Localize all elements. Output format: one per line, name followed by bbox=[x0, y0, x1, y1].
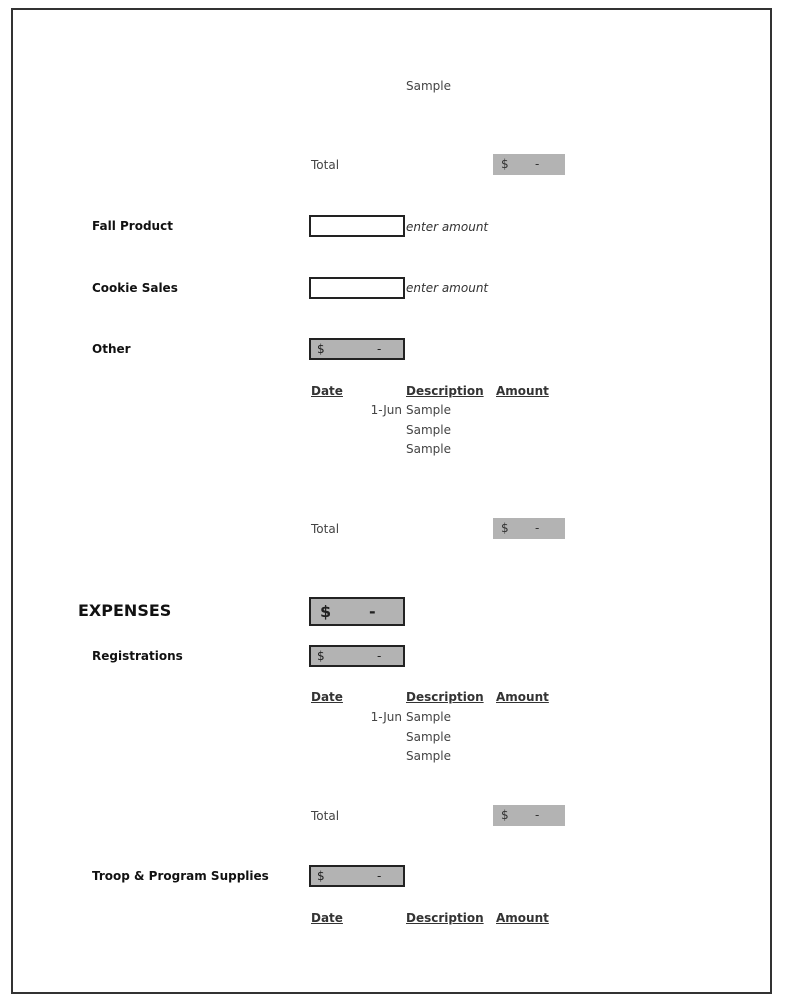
total-amount-cell bbox=[493, 154, 565, 175]
registrations-row-2-description: Sample bbox=[406, 730, 451, 744]
other-amount-header: Amount bbox=[496, 384, 549, 398]
fall-product-input[interactable] bbox=[309, 215, 405, 237]
currency-symbol: $ bbox=[501, 157, 509, 171]
other-total-label: Total bbox=[311, 522, 340, 536]
amount-value: - bbox=[377, 342, 382, 356]
amount-value: - bbox=[535, 808, 540, 822]
other-row-2-description: Sample bbox=[406, 423, 451, 437]
currency-symbol: $ bbox=[501, 808, 509, 822]
registrations-label: Registrations bbox=[92, 649, 183, 663]
cookie-sales-hint: enter amount bbox=[406, 281, 489, 295]
registrations-amount-header: Amount bbox=[496, 690, 549, 704]
expenses-heading: EXPENSES bbox=[78, 601, 172, 620]
amount-value: - bbox=[369, 602, 376, 621]
other-label: Other bbox=[92, 342, 131, 356]
other-amount-cell[interactable] bbox=[309, 338, 405, 360]
spreadsheet-page bbox=[11, 8, 772, 994]
other-description-header: Description bbox=[406, 384, 484, 398]
troop-supplies-description-header: Description bbox=[406, 911, 484, 925]
cookie-sales-label: Cookie Sales bbox=[92, 281, 178, 295]
troop-supplies-amount-header: Amount bbox=[496, 911, 549, 925]
other-date-header: Date bbox=[311, 384, 343, 398]
registrations-row-3-description: Sample bbox=[406, 749, 451, 763]
registrations-total-amount-cell bbox=[493, 805, 565, 826]
registrations-row-1-description: Sample bbox=[406, 710, 451, 724]
troop-supplies-date-header: Date bbox=[311, 911, 343, 925]
currency-symbol: $ bbox=[317, 649, 325, 663]
total-label: Total bbox=[311, 158, 340, 172]
other-total-amount-cell bbox=[493, 518, 565, 539]
registrations-date-header: Date bbox=[311, 690, 343, 704]
fall-product-label: Fall Product bbox=[92, 219, 173, 233]
troop-supplies-amount-cell[interactable] bbox=[309, 865, 405, 887]
currency-symbol: $ bbox=[501, 521, 509, 535]
other-row-1-date: 1-Jun bbox=[370, 403, 402, 417]
currency-symbol: $ bbox=[317, 342, 325, 356]
expenses-total-cell[interactable] bbox=[309, 597, 405, 626]
other-row-3-description: Sample bbox=[406, 442, 451, 456]
currency-symbol: $ bbox=[317, 869, 325, 883]
registrations-total-label: Total bbox=[311, 809, 340, 823]
amount-value: - bbox=[377, 869, 382, 883]
fall-product-hint: enter amount bbox=[406, 220, 489, 234]
currency-symbol: $ bbox=[320, 602, 332, 621]
amount-value: - bbox=[377, 649, 382, 663]
other-row-1-description: Sample bbox=[406, 403, 451, 417]
troop-supplies-label: Troop & Program Supplies bbox=[92, 869, 269, 883]
sample-cell: Sample bbox=[406, 79, 451, 93]
amount-value: - bbox=[535, 521, 540, 535]
registrations-row-1-date: 1-Jun bbox=[370, 710, 402, 724]
amount-value: - bbox=[535, 157, 540, 171]
cookie-sales-input[interactable] bbox=[309, 277, 405, 299]
registrations-amount-cell[interactable] bbox=[309, 645, 405, 667]
registrations-description-header: Description bbox=[406, 690, 484, 704]
